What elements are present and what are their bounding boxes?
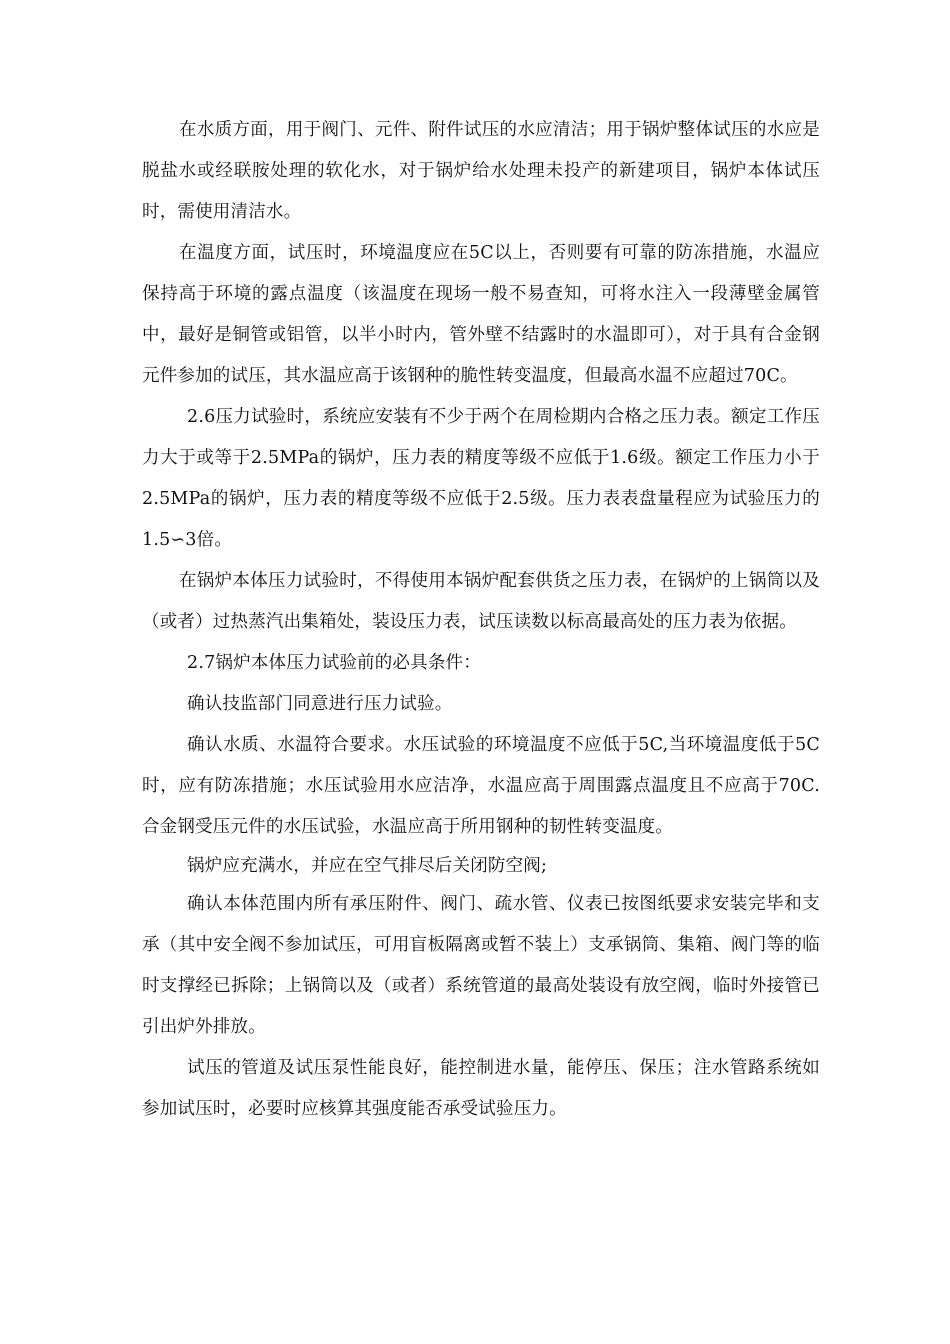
paragraph-water-requirements: 确认水质、水温符合要求。水压试验的环境温度不应低于5C,当环境温度低于5C时，应有防冻措施；水压试验用水应洁净，水温应高于周围露点温度且不应高于70C.合金钢受压元件的水压试验，水温应高于所用钢种的韧性转变温度。 xyxy=(142,735,820,837)
paragraph-temperature: 在温度方面，试压时，环境温度应在5C以上，否则要有可靠的防冻措施，水温应保持高于环境的露点温度（该温度在现场一般不易查知，可将水注入一段薄壁金属管中，最好是铜管或铝管，以半小时内，管外壁不结露时的水温即可），对于具有合金钢元件参加的试压，其水温应高于该钢种的脆性转变温度，但最高水温不应超过70C。 xyxy=(142,243,820,386)
paragraph-water-quality: 在水质方面，用于阀门、元件、附件试压的水应清洁；用于锅炉整体试压的水应是脱盐水或经联胺处理的软化水，对于锅炉给水处理未投产的新建项目，锅炉本体试压时，需使用清洁水。 xyxy=(142,120,820,222)
paragraph-approval: 确认技监部门同意进行压力试验。 xyxy=(187,694,453,714)
document-page xyxy=(142,110,820,1130)
paragraph-2-6-pressure-gauges: 2.6压力试验时，系统应安装有不少于两个在周检期内合格之压力表。额定工作压力大于或等于2.5MPa的锅炉，压力表的精度等级不应低于1.6级。额定工作压力小于2.5MPa的锅炉，压力表的精度等级不应低于2.5级。压力表表盘量程应为试验压力的1.5∽3倍。 xyxy=(142,407,820,550)
paragraph-gauge-placement: 在锅炉本体压力试验时，不得使用本锅炉配套供货之压力表，在锅炉的上锅筒以及（或者）过热蒸汽出集箱处，装设压力表，试压读数以标高最高处的压力表为依据。 xyxy=(142,571,820,632)
paragraph-installation-check: 确认本体范围内所有承压附件、阀门、疏水管、仪表已按图纸要求安装完毕和支承（其中安全阀不参加试压，可用盲板隔离或暂不装上）支承锅筒、集箱、阀门等的临时支撑经已拆除；上锅筒以及（或者）系统管道的最高处装设有放空阀，临时外接管已引出炉外排放。 xyxy=(142,894,820,1037)
paragraph-fill-water: 锅炉应充满水，并应在空气排尽后关闭防空阀; xyxy=(187,856,548,876)
paragraph-2-7-heading: 2.7锅炉本体压力试验前的必具条件： xyxy=(187,653,481,673)
paragraph-pump-check: 试压的管道及试压泵性能良好，能控制进水量，能停压、保压；注水管路系统如参加试压时，必要时应核算其强度能否承受试验压力。 xyxy=(142,1058,820,1119)
